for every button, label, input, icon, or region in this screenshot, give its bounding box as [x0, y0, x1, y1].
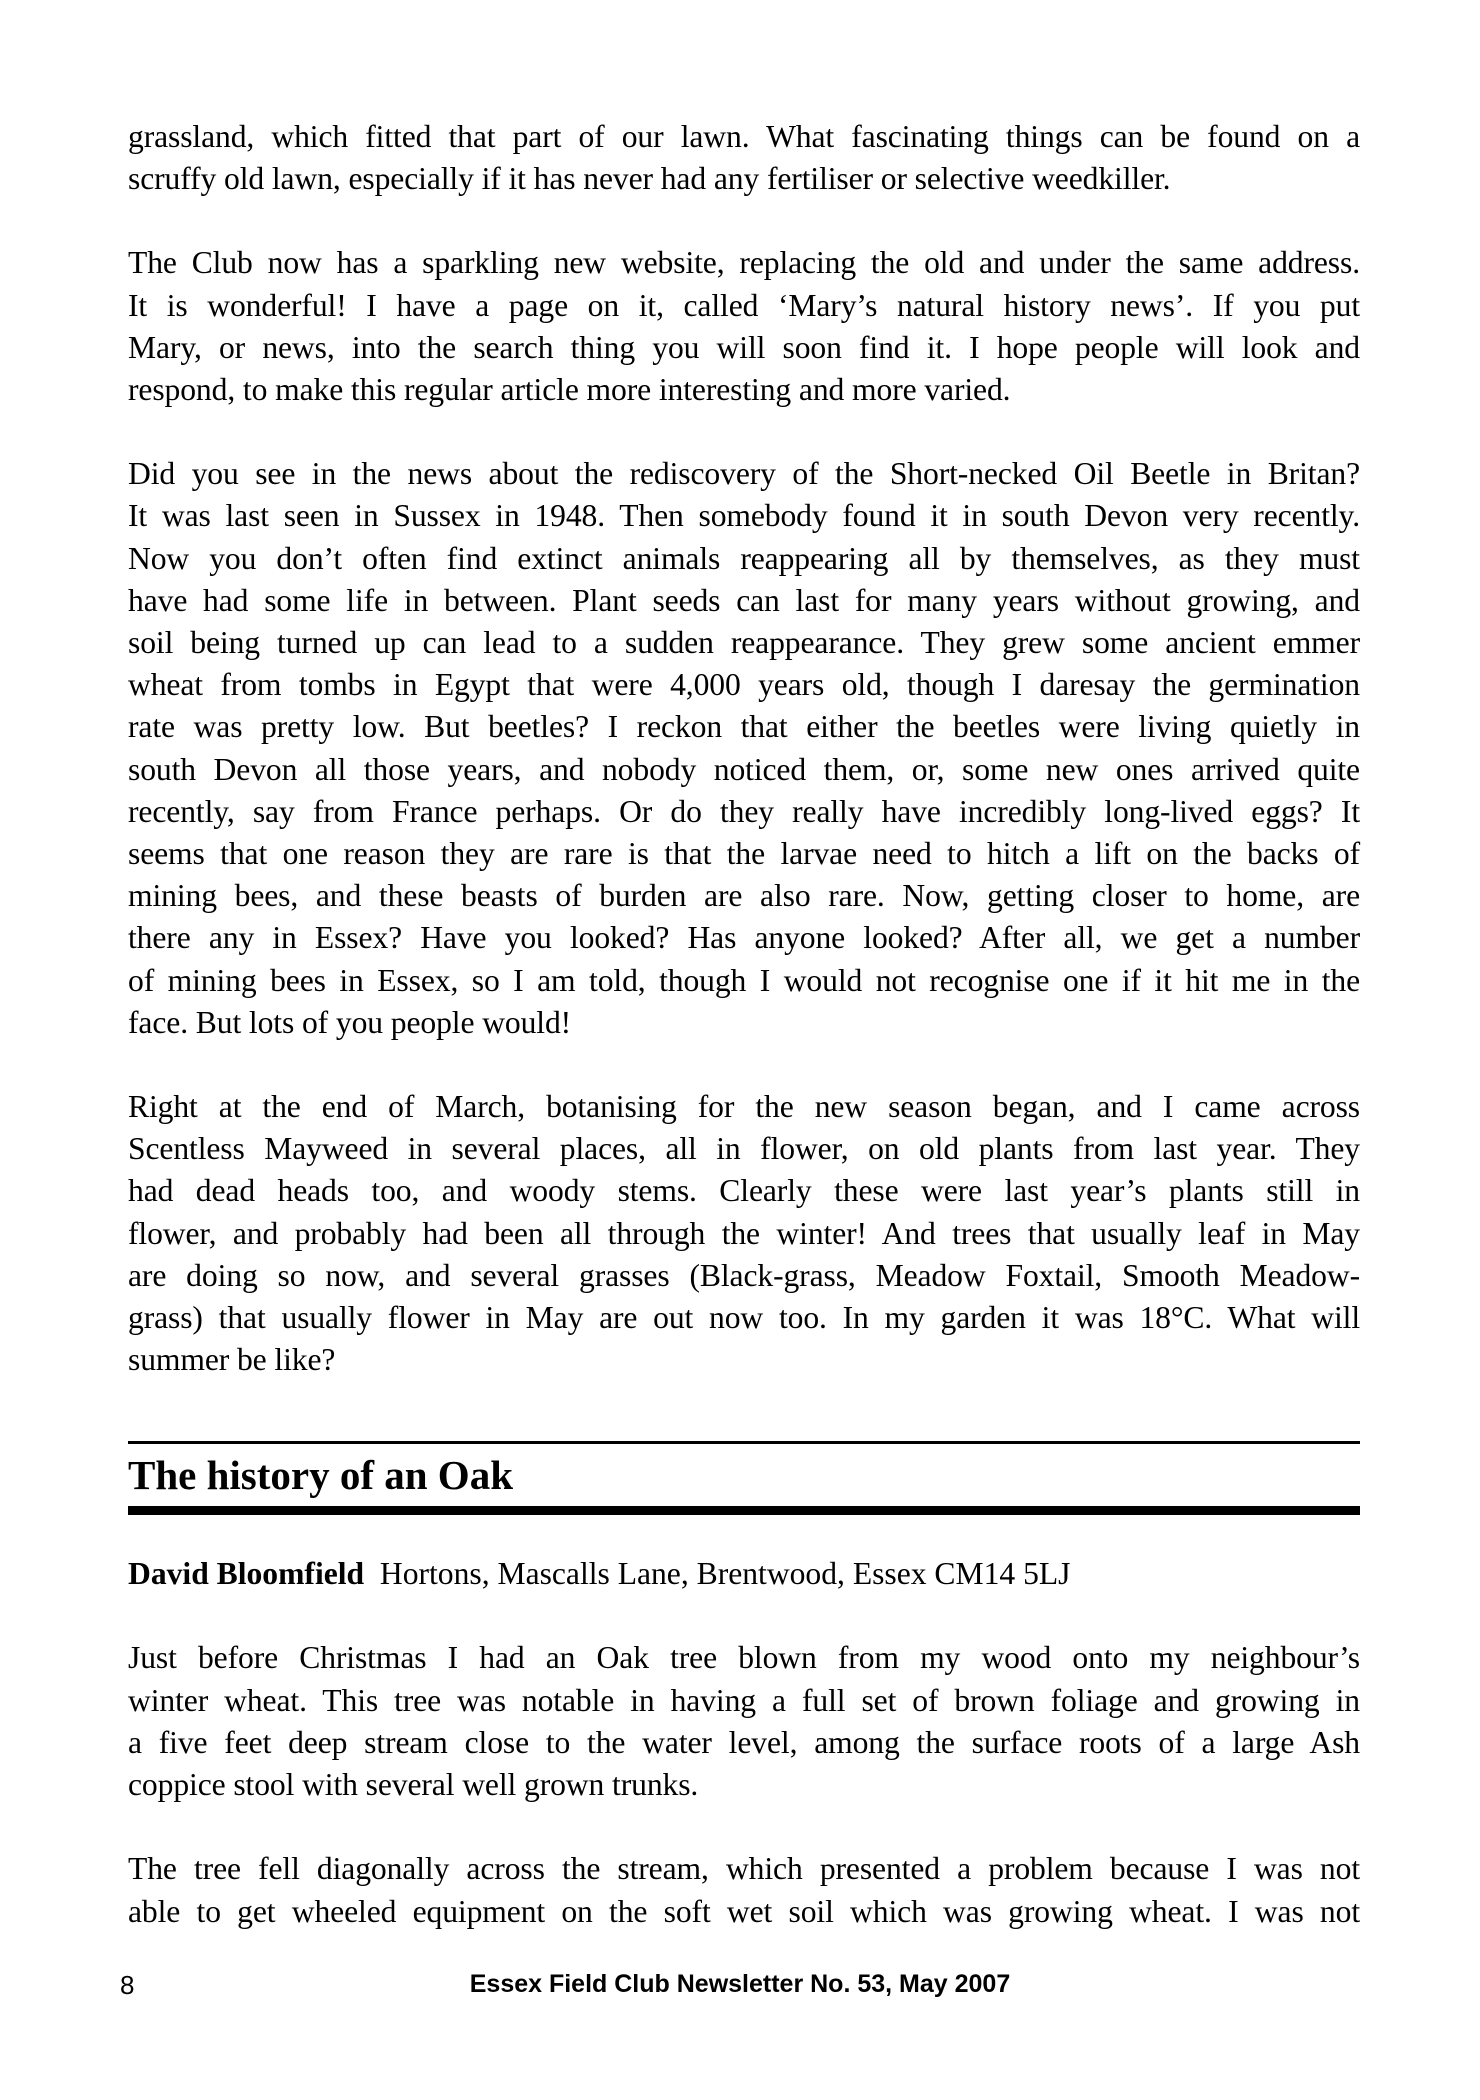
text-line: It was last seen in Sussex in 1948. Then somebody found it in south Devon very recently.	[128, 498, 1360, 534]
text-line: Just before Christmas I had an Oak tree blown from my wood onto my neighbour’s	[128, 1640, 1360, 1676]
text-line: face. But lots of you people would!	[128, 1004, 572, 1040]
author-name: David Bloomfield	[128, 1556, 365, 1592]
text-line: able to get wheeled equipment on the soft wet soil which was growing wheat. I was not	[128, 1893, 1360, 1929]
text-line: The Club now has a sparkling new website, replacing the old and under the same address.	[128, 245, 1360, 281]
text-line: seems that one reason they are rare is that the larvae need to hitch a lift on the backs of	[128, 836, 1360, 872]
text-line: had dead heads too, and woody stems. Clearly these were last year’s plants still in	[128, 1173, 1360, 1209]
text-line: The tree fell diagonally across the stream, which presented a problem because I was not	[128, 1851, 1360, 1887]
text-line: wheat from tombs in Egypt that were 4,000 years old, though I daresay the germination	[128, 667, 1360, 703]
publication-title: Essex Field Club Newsletter No. 53, May 2007	[469, 1970, 1011, 1998]
text-line: summer be like?	[128, 1342, 336, 1378]
text-line: of mining bees in Essex, so I am told, though I would not recognise one if it hit me in the	[128, 962, 1360, 998]
section-rule-top	[128, 1441, 1360, 1444]
text-line: scruffy old lawn, especially if it has never had any fertiliser or selective weedkiller.	[128, 161, 1171, 197]
text-line: Did you see in the news about the rediscovery of the Short-necked Oil Beetle in Britan?	[128, 456, 1360, 492]
author-address: Hortons, Mascalls Lane, Brentwood, Essex CM14 5LJ	[379, 1556, 1071, 1592]
paragraph-botanising	[128, 1086, 1360, 1381]
paragraph-lawn	[128, 116, 1360, 200]
text-line: south Devon all those years, and nobody noticed them, or, some new ones arrived quite	[128, 751, 1360, 787]
text-line: a five feet deep stream close to the water level, among the surface roots of a large Ash	[128, 1724, 1360, 1760]
text-line: Now you don’t often find extinct animals reappearing all by themselves, as they must	[128, 540, 1360, 576]
text-line: flower, and probably had been all through the winter! And trees that usually leaf in May	[128, 1215, 1360, 1251]
page-number: 8	[120, 1970, 135, 2000]
text-line: soil being turned up can lead to a sudden reappearance. They grew some ancient emmer	[128, 625, 1360, 661]
author-line	[128, 1553, 1360, 1595]
text-line: Mary, or news, into the search thing you will soon find it. I hope people will look and	[128, 329, 1360, 365]
text-line: coppice stool with several well grown trunks.	[128, 1767, 699, 1803]
text-line: respond, to make this regular article more interesting and more varied.	[128, 372, 1011, 408]
text-line: have had some life in between. Plant seeds can last for many years without growing, and	[128, 582, 1360, 618]
section-title: The history of an Oak	[128, 1452, 513, 1499]
text-line: there any in Essex? Have you looked? Has anyone looked? After all, we get a number	[128, 920, 1360, 956]
text-line: are doing so now, and several grasses (Black-grass, Meadow Foxtail, Smooth Meadow-	[128, 1257, 1360, 1293]
paragraph-oak-stream	[128, 1848, 1360, 1932]
section-rule-bottom	[128, 1506, 1360, 1515]
paragraph-oak-fall	[128, 1637, 1360, 1806]
page-footer	[120, 1970, 1360, 2010]
page-content	[128, 116, 1360, 1975]
section-header	[128, 1441, 1360, 1515]
text-line: winter wheat. This tree was notable in having a full set of brown foliage and growing in	[128, 1682, 1360, 1718]
text-line: mining bees, and these beasts of burden are also rare. Now, getting closer to home, are	[128, 878, 1360, 914]
text-line: Scentless Mayweed in several places, all in flower, on old plants from last year. They	[128, 1131, 1360, 1167]
text-line: grass) that usually flower in May are out now too. In my garden it was 18°C. What will	[128, 1300, 1360, 1336]
text-line: rate was pretty low. But beetles? I reckon that either the beetles were living quietly in	[128, 709, 1360, 745]
text-line: It is wonderful! I have a page on it, called ‘Mary’s natural history news’. If you put	[128, 287, 1360, 323]
text-line: grassland, which fitted that part of our lawn. What fascinating things can be found on a	[128, 119, 1360, 154]
text-line: recently, say from France perhaps. Or do they really have incredibly long-lived eggs? It	[128, 793, 1360, 829]
paragraph-oil-beetle	[128, 453, 1360, 1044]
text-line: Right at the end of March, botanising for the new season began, and I came across	[128, 1089, 1360, 1125]
paragraph-website	[128, 242, 1360, 411]
